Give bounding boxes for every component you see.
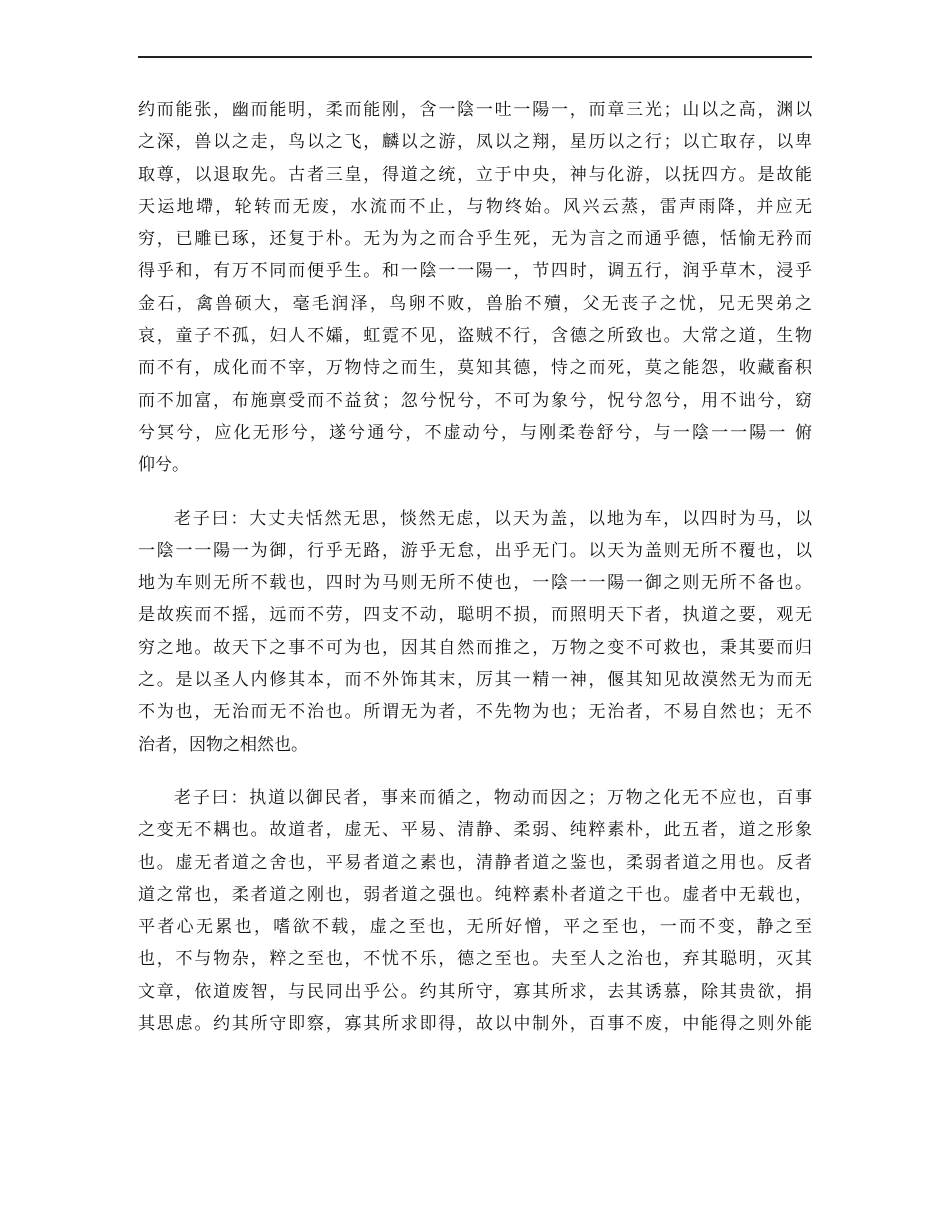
- paragraph-gap: [138, 761, 812, 782]
- text-line: 之。是以圣人内修其本，而不外饰其末，厉其一精一神，偃其知见故漠然无为而无: [138, 670, 812, 691]
- text-line: 是故疾而不摇，远而不劳，四支不动，聪明不损，而照明天下者，执道之要，观无: [138, 605, 812, 626]
- paragraph-3: [138, 782, 812, 1040]
- text-line: 道之常也，柔者道之刚也，弱者道之强也。纯粹素朴者道之干也。虚者中无载也，: [138, 884, 812, 905]
- text-line: 治者，因物之相然也。: [138, 734, 308, 755]
- text-line: 之变无不耦也。故道者，虚无、平易、清静、柔弱、纯粹素朴，此五者，道之形象: [138, 820, 812, 841]
- text-line: 平者心无累也，嗜欲不载，虚之至也，无所好憎，平之至也，一而不变，静之至: [138, 917, 812, 938]
- paragraph-1: [138, 94, 812, 482]
- text-line: 不为也，无治而无不治也。所谓无为者，不先物为也；无治者，不易自然也；无不: [138, 702, 812, 723]
- text-line: 老子曰：执道以御民者，事来而循之，物动而因之；万物之化无不应也，百事: [174, 787, 812, 808]
- text-line: 金石，禽兽硕大，毫毛润泽，鸟卵不败，兽胎不殰，父无丧子之忧，兄无哭弟之: [138, 293, 812, 314]
- text-line: 取尊，以退取先。古者三皇，得道之统，立于中央，神与化游，以抚四方。是故能: [138, 164, 812, 185]
- header-rule: [138, 56, 812, 58]
- text-line: 得乎和，有万不同而便乎生。和一陰一一陽一，节四时，调五行，润乎草木，浸乎: [138, 261, 812, 282]
- text-line: 穷，已雕已琢，还复于朴。无为为之而合乎生死，无为言之而通乎德，恬愉无矜而: [138, 229, 812, 250]
- paragraph-gap: [138, 482, 812, 503]
- text-line: 而不加富，布施禀受而不益贫；忽兮怳兮，不可为象兮，怳兮忽兮，用不诎兮，窈: [138, 390, 812, 411]
- text-line: 天运地墆，轮转而无废，水流而不止，与物终始。风兴云蒸，雷声雨降，并应无: [138, 196, 812, 217]
- text-line: 穷之地。故天下之事不可为也，因其自然而推之，万物之变不可救也，秉其要而归: [138, 637, 812, 658]
- text-line: 一陰一一陽一为御，行乎无路，游乎无怠，出乎无门。以天为盖则无所不覆也，以: [138, 540, 812, 561]
- text-line: 其思虑。约其所守即察，寡其所求即得，故以中制外，百事不废，中能得之则外能: [138, 1014, 812, 1035]
- text-line: 约而能张，幽而能明，柔而能刚，含一陰一吐一陽一，而章三光；山以之高，渊以: [138, 100, 812, 120]
- text-line: 也，不与物杂，粹之至也，不忧不乐，德之至也。夫至人之治也，弃其聪明，灭其: [138, 949, 812, 970]
- text-line: 仰兮。: [138, 455, 189, 476]
- text-line: 而不有，成化而不宰，万物恃之而生，莫知其德，恃之而死，莫之能怨，收藏畜积: [138, 358, 812, 379]
- text-line: 地为车则无所不载也，四时为马则无所不使也，一陰一一陽一御之则无所不备也。: [138, 573, 812, 594]
- text-line: 也。虚无者道之舍也，平易者道之素也，清静者道之鉴也，柔弱者道之用也。反者: [138, 852, 812, 873]
- document-body: [138, 94, 812, 1040]
- paragraph-2: [138, 503, 812, 761]
- text-line: 老子曰：大丈夫恬然无思，惔然无虑，以天为盖，以地为车，以四时为马，以: [174, 508, 812, 529]
- text-line: 之深，兽以之走，鸟以之飞，麟以之游，凤以之翔，星历以之行；以亡取存，以卑: [138, 132, 812, 153]
- text-line: 哀，童子不孤，妇人不孀，虹霓不见，盗贼不行，含德之所致也。大常之道，生物: [138, 326, 812, 347]
- text-line: 文章，依道废智，与民同出乎公。约其所守，寡其所求，去其诱慕，除其贵欲，捐: [138, 981, 812, 1002]
- text-line: 兮冥兮，应化无形兮，遂兮通兮，不虚动兮，与刚柔卷舒兮，与一陰一一陽一 俯: [138, 422, 812, 443]
